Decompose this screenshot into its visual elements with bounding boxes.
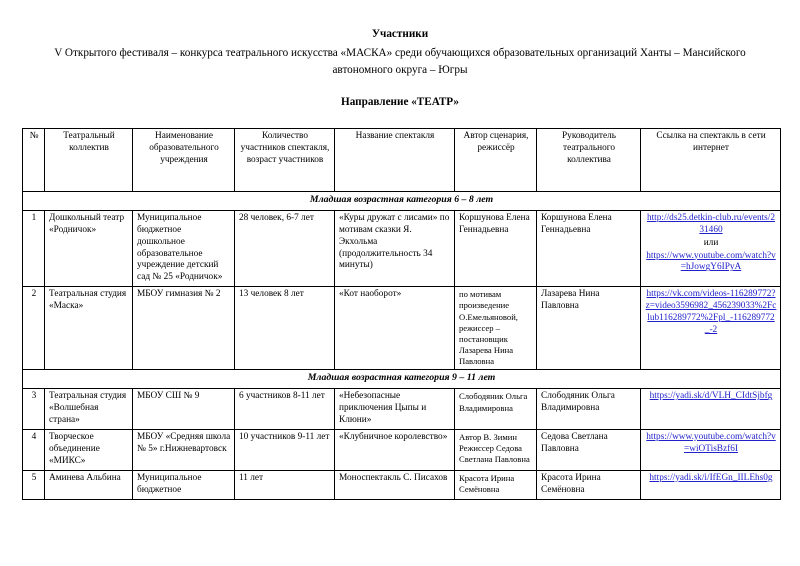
cell-leader: Лазарева Нина Павловна (537, 287, 641, 370)
document-direction: Направление «ТЕАТР» (341, 95, 459, 108)
cell-link (641, 287, 781, 370)
cell-num: 2 (23, 287, 45, 370)
cell-organization: Муниципальное бюджетное дошкольное образовательное учреждение детский сад № 25 «Родничок» (133, 210, 235, 286)
cell-leader: Слободяник Ольга Владимировна (537, 389, 641, 430)
header-leader: Руководитель театрального коллектива (537, 128, 641, 191)
cell-num: 5 (23, 470, 45, 499)
section-heading: Младшая возрастная категория 6 – 8 лет (23, 191, 781, 210)
cell-num: 3 (23, 389, 45, 430)
cell-participants: 6 участников 8-11 лет (235, 389, 335, 430)
cell-play: «Куры дружат с лисами» по мотивам сказки Я. Экхольма (продолжительность 34 минуты) (335, 210, 455, 286)
document-header (0, 0, 800, 108)
header-num: № (23, 128, 45, 191)
table-row (23, 210, 781, 286)
header-link: Ссылка на спектакль в сети интернет (641, 128, 781, 191)
spectacle-link[interactable]: https://yadi.sk/i/IfEGn_IILEhs0g (649, 472, 773, 483)
table-row (23, 430, 781, 471)
cell-participants: 28 человек, 6-7 лет (235, 210, 335, 286)
spectacle-link[interactable]: http://ds25.detkin-club.ru/events/231460 (646, 212, 776, 235)
spectacle-link[interactable]: https://yadi.sk/d/VLH_CIdtSjbfg (649, 391, 773, 402)
cell-team: Дошкольный театр «Родничок» (45, 210, 133, 286)
cell-num: 4 (23, 430, 45, 471)
cell-link (641, 210, 781, 286)
cell-team: Аминева Альбина (45, 470, 133, 499)
table-row (23, 470, 781, 499)
cell-organization: Муниципальное бюджетное (133, 470, 235, 499)
spectacle-link[interactable]: https://vk.com/videos-116289772?z=video3596982_456239033%2Fclub116289772%2Fpl_-116289772_-2 (645, 289, 777, 335)
cell-play: «Клубничное королевство» (335, 430, 455, 471)
cell-play: «Небезопасные приключения Цыпы и Клюни» (335, 389, 455, 430)
cell-organization: МБОУ СШ № 9 (133, 389, 235, 430)
cell-author: Слободяник Ольга Владимировна (455, 389, 537, 430)
cell-play: Моноспектакль С. Писахов (335, 470, 455, 499)
cell-organization: МБОУ гимназия № 2 (133, 287, 235, 370)
spectacle-link-alt[interactable]: https://www.youtube.com/watch?v=hJowgY6IPyA (646, 250, 776, 273)
header-participants: Количество участников спектакля, возраст участников (235, 128, 335, 191)
cell-author: Автор В. Зимин Режиссер Седова Светлана Павловна (455, 430, 537, 471)
header-author: Автор сценария, режиссёр (455, 128, 537, 191)
table-body (23, 191, 781, 499)
table-row (23, 287, 781, 370)
table-header-row (23, 128, 781, 191)
section-heading-row (23, 370, 781, 389)
cell-participants: 10 участников 9-11 лет (235, 430, 335, 471)
section-heading: Младшая возрастная категория 9 – 11 лет (23, 370, 781, 389)
cell-author: по мотивам произведение О.Емельяновой, режиссер – постановщик Лазарева Нина Павловна (455, 287, 537, 370)
header-organization: Наименование образовательного учреждения (133, 128, 235, 191)
cell-author: Красота Ирина Семёновна (455, 470, 537, 499)
cell-organization: МБОУ «Средняя школа № 5» г.Нижневартовск (133, 430, 235, 471)
cell-participants: 13 человек 8 лет (235, 287, 335, 370)
table-header (23, 128, 781, 191)
link-separator: или (703, 237, 719, 248)
cell-leader: Седова Светлана Павловна (537, 430, 641, 471)
cell-team: Театральная студия «Маска» (45, 287, 133, 370)
cell-num: 1 (23, 210, 45, 286)
cell-leader: Красота Ирина Семёновна (537, 470, 641, 499)
cell-team: Театральная студия «Волшебная страна» (45, 389, 133, 430)
cell-team: Творческое объединение «МИКС» (45, 430, 133, 471)
cell-leader: Коршунова Елена Геннадьевна (537, 210, 641, 286)
cell-link (641, 470, 781, 499)
cell-author: Коршунова Елена Геннадьевна (455, 210, 537, 286)
header-play: Название спектакля (335, 128, 455, 191)
page-title: Участники (371, 28, 429, 40)
header-team: Театральный коллектив (45, 128, 133, 191)
cell-participants: 11 лет (235, 470, 335, 499)
section-heading-row (23, 191, 781, 210)
cell-link (641, 430, 781, 471)
participants-table (22, 128, 781, 500)
document-subtitle: V Открытого фестиваля – конкурса театрального искусства «МАСКА» среди обучающихся образовательных организаций Ханты – Мансийского автономного округа – Югры (54, 47, 746, 77)
table-row (23, 389, 781, 430)
cell-play: «Кот наоборот» (335, 287, 455, 370)
cell-link (641, 389, 781, 430)
spectacle-link[interactable]: https://www.youtube.com/watch?v=wiOTisBzf6I (646, 432, 776, 454)
